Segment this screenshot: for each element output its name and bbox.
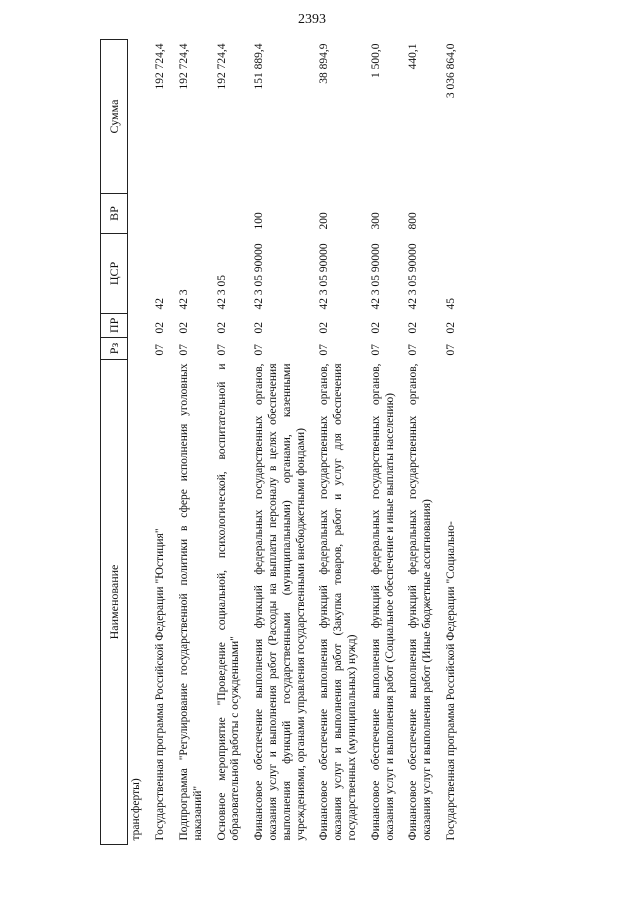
row-pr: 02 (369, 322, 382, 334)
table-row (439, 40, 463, 845)
header-rz: Рз (101, 338, 128, 360)
row-pr: 02 (407, 322, 420, 334)
header-vr: ВР (101, 194, 128, 234)
row-rz: 07 (407, 344, 420, 356)
row-csr (128, 234, 148, 314)
row-csr: 45 (444, 298, 457, 310)
row-name: Финансовое обеспечение выполнения функций федеральных государственных органов, оказания услуг и выполнения работ (Социальное обеспечение и иные выплаты населению) (369, 363, 396, 841)
row-name: трансферты) (130, 778, 143, 841)
header-pr: ПР (101, 314, 128, 338)
row-sum: 192 724,4 (177, 43, 190, 90)
row-csr: 42 3 05 90000 (369, 243, 382, 310)
row-rz: 07 (444, 344, 457, 356)
table-row (128, 40, 148, 845)
table-row (210, 40, 248, 845)
row-sum: 3 036 864,0 (444, 43, 457, 99)
row-vr: 200 (318, 212, 331, 230)
row-pr: 02 (177, 322, 190, 334)
table-row (364, 40, 402, 845)
row-csr: 42 3 05 (215, 275, 228, 310)
row-csr: 42 3 (177, 289, 190, 310)
row-vr: 300 (369, 212, 382, 230)
row-vr (210, 194, 248, 234)
row-vr (128, 194, 148, 234)
row-rz (128, 338, 148, 360)
row-rz: 07 (154, 344, 167, 356)
row-sum (128, 40, 148, 194)
table-row (148, 40, 172, 845)
table-row (247, 40, 312, 845)
row-name: Государственная программа Российской Федерации "Социально- (444, 521, 457, 841)
table-row (172, 40, 210, 845)
budget-table (100, 39, 463, 845)
row-name: Финансовое обеспечение выполнения функций федеральных государственных органов, оказания услуг и выполнения работ (Иные бюджетные ассигнования) (407, 363, 434, 841)
row-pr (128, 314, 148, 338)
table-row (401, 40, 439, 845)
row-vr (148, 194, 172, 234)
table-row (312, 40, 363, 845)
row-vr: 100 (253, 212, 266, 230)
row-name: Финансовое обеспечение выполнения функций федеральных государственных органов, оказания услуг и выполнения работ (Закупка товаров, работ и услуг для обеспечения государственных (муниципальных) нужд) (318, 363, 358, 841)
row-pr: 02 (253, 322, 266, 334)
row-pr: 02 (318, 322, 331, 334)
row-pr: 02 (154, 322, 167, 334)
row-sum: 151 889,4 (253, 43, 266, 90)
row-rz: 07 (215, 344, 228, 356)
header-csr: ЦСР (101, 234, 128, 314)
header-sum: Сумма (101, 40, 128, 194)
header-name: Наименование (101, 360, 128, 845)
row-vr (172, 194, 210, 234)
row-rz: 07 (253, 344, 266, 356)
row-csr: 42 3 05 90000 (253, 243, 266, 310)
row-name: Финансовое обеспечение выполнения функций федеральных государственных органов, оказания услуг и выполнения работ (Расходы на выплаты персоналу в целях обеспечения выполнения функций государственными (муниципальными) органами, казенными учреждениями, органами управления государственными внебюджетными фондами) (253, 363, 307, 841)
row-sum: 1 500,0 (369, 43, 382, 78)
row-name: Основное мероприятие "Проведение социальной, психологической, воспитательной и образовательной работы с осужденными" (215, 363, 242, 841)
row-sum: 192 724,4 (154, 43, 167, 90)
row-sum: 38 894,9 (318, 43, 331, 84)
page-number: 2393 (298, 12, 326, 27)
row-csr: 42 3 05 90000 (407, 243, 420, 310)
row-sum: 192 724,4 (215, 43, 228, 90)
row-pr: 02 (444, 322, 457, 334)
row-rz: 07 (369, 344, 382, 356)
row-name: Государственная программа Российской Федерации "Юстиция" (154, 528, 167, 841)
row-vr: 800 (407, 212, 420, 230)
table-header-row (101, 40, 128, 845)
row-rz: 07 (177, 344, 190, 356)
row-pr: 02 (215, 322, 228, 334)
row-vr (439, 194, 463, 234)
row-name: Подпрограмма "Регулирование государственной политики в сфере исполнения уголовных наказаний" (177, 363, 204, 841)
row-csr: 42 (154, 298, 167, 310)
rotated-table-container (100, 40, 620, 845)
row-csr: 42 3 05 90000 (318, 243, 331, 310)
row-sum: 440,1 (407, 43, 420, 70)
row-rz: 07 (318, 344, 331, 356)
